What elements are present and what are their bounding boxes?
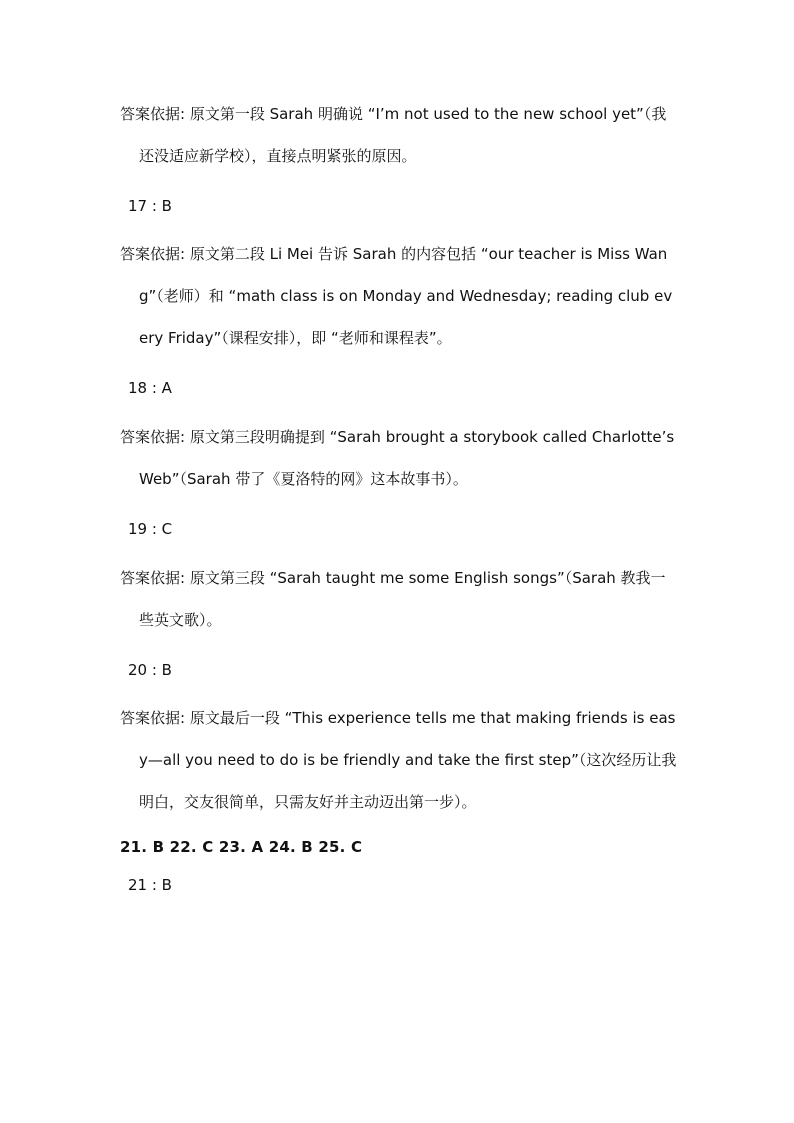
answer-explanation-20: 答案依据: 原文最后一段 “This experience tells me that making friends is easy—all you need to do is be friendly and take the first step”（这次经历让我明白，交友很简单，只需友好并主动迈出第一步）。 <box>120 709 677 811</box>
answer-21: 21 : B <box>128 876 172 894</box>
answer-explanation-18: 答案依据: 原文第三段明确提到 “Sarah brought a storybook called Charlotte’s Web”（Sarah 带了《夏洛特的网》这本故事书）。 <box>120 428 675 488</box>
answer-19: 19 : C <box>128 520 173 538</box>
answer-18: 18 : A <box>128 379 172 397</box>
answer-explanation-17: 答案依据: 原文第二段 Li Mei 告诉 Sarah 的内容包括 “our teacher is Miss Wang”（老师）和 “math class is on Monday and Wednesday; reading club every Friday”（课程安排），即 “老师和课程表”。 <box>120 245 673 347</box>
answer-explanation-19: 答案依据: 原文第三段 “Sarah taught me some English songs”（Sarah 教我一些英文歌）。 <box>120 569 666 629</box>
answer-17: 17 : B <box>128 197 172 215</box>
answer-20: 20 : B <box>128 661 172 679</box>
answer-explanation-16: 答案依据: 原文第一段 Sarah 明确说 “I’m not used to the new school yet”（我还没适应新学校），直接点明紧张的原因。 <box>120 105 667 165</box>
answers-21-25-summary: 21. B 22. C 23. A 24. B 25. C <box>120 838 363 856</box>
